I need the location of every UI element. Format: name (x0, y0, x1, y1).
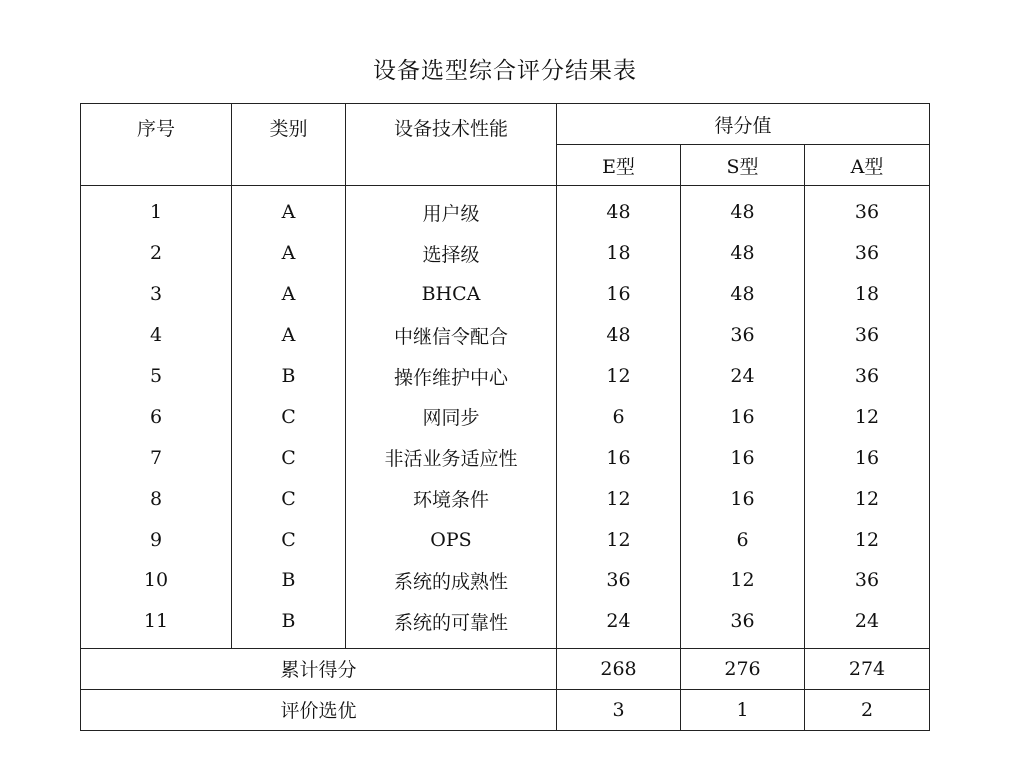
row-performance: 非活业务适应性 (346, 437, 557, 478)
row-category: C (232, 396, 346, 437)
row-score-s: 36 (681, 601, 805, 648)
row-score-e: 12 (557, 478, 681, 519)
table-row (81, 233, 930, 274)
rank-row (81, 689, 930, 730)
row-score-e: 12 (557, 356, 681, 397)
row-score-a: 36 (805, 315, 930, 356)
row-score-s: 16 (681, 437, 805, 478)
row-score-s: 36 (681, 315, 805, 356)
rank-a: 2 (805, 689, 930, 730)
row-seq: 5 (81, 356, 232, 397)
table-row (81, 396, 930, 437)
table-row (81, 478, 930, 519)
row-performance: 网同步 (346, 396, 557, 437)
row-score-a: 36 (805, 356, 930, 397)
row-category: A (232, 186, 346, 233)
total-a: 274 (805, 648, 930, 689)
row-score-e: 6 (557, 396, 681, 437)
total-s: 276 (681, 648, 805, 689)
table-row (81, 315, 930, 356)
header-row (81, 104, 930, 145)
row-category: C (232, 519, 346, 560)
table-row (81, 560, 930, 601)
total-e: 268 (557, 648, 681, 689)
row-score-a: 24 (805, 601, 930, 648)
table-row (81, 274, 930, 315)
row-score-e: 48 (557, 186, 681, 233)
row-category: A (232, 315, 346, 356)
header-model-a: A型 (805, 145, 930, 186)
header-category: 类别 (232, 104, 346, 186)
rank-label: 评价选优 (81, 689, 557, 730)
row-score-a: 12 (805, 519, 930, 560)
row-score-a: 12 (805, 478, 930, 519)
row-score-e: 16 (557, 437, 681, 478)
row-seq: 7 (81, 437, 232, 478)
row-score-s: 16 (681, 396, 805, 437)
row-performance: 系统的可靠性 (346, 601, 557, 648)
table-row (81, 601, 930, 648)
row-score-a: 18 (805, 274, 930, 315)
row-category: C (232, 437, 346, 478)
table-row (81, 519, 930, 560)
total-label: 累计得分 (81, 648, 557, 689)
row-score-a: 36 (805, 233, 930, 274)
row-score-e: 48 (557, 315, 681, 356)
row-performance: 用户级 (346, 186, 557, 233)
row-category: B (232, 601, 346, 648)
row-performance: 操作维护中心 (346, 356, 557, 397)
row-category: A (232, 233, 346, 274)
row-score-s: 12 (681, 560, 805, 601)
rank-e: 3 (557, 689, 681, 730)
rank-s: 1 (681, 689, 805, 730)
row-seq: 1 (81, 186, 232, 233)
row-score-a: 36 (805, 186, 930, 233)
row-score-e: 24 (557, 601, 681, 648)
row-score-e: 12 (557, 519, 681, 560)
row-seq: 2 (81, 233, 232, 274)
row-category: B (232, 356, 346, 397)
row-score-e: 36 (557, 560, 681, 601)
row-seq: 10 (81, 560, 232, 601)
row-score-s: 24 (681, 356, 805, 397)
row-category: C (232, 478, 346, 519)
row-score-s: 48 (681, 233, 805, 274)
header-model-s: S型 (681, 145, 805, 186)
header-model-e: E型 (557, 145, 681, 186)
row-category: A (232, 274, 346, 315)
row-seq: 11 (81, 601, 232, 648)
table-row (81, 356, 930, 397)
row-score-s: 6 (681, 519, 805, 560)
row-score-a: 12 (805, 396, 930, 437)
row-score-e: 16 (557, 274, 681, 315)
row-score-s: 48 (681, 186, 805, 233)
row-score-a: 16 (805, 437, 930, 478)
table-title: 设备选型综合评分结果表 (373, 58, 637, 84)
row-seq: 8 (81, 478, 232, 519)
total-row (81, 648, 930, 689)
row-seq: 4 (81, 315, 232, 356)
row-performance: 选择级 (346, 233, 557, 274)
table-row (81, 186, 930, 233)
row-score-s: 48 (681, 274, 805, 315)
header-score: 得分值 (557, 104, 930, 145)
table-row (81, 437, 930, 478)
row-performance: OPS (346, 519, 557, 560)
row-seq: 9 (81, 519, 232, 560)
row-seq: 6 (81, 396, 232, 437)
row-performance: 中继信令配合 (346, 315, 557, 356)
row-performance: 系统的成熟性 (346, 560, 557, 601)
header-seq: 序号 (81, 104, 232, 186)
score-table (80, 103, 930, 731)
row-performance: 环境条件 (346, 478, 557, 519)
header-performance: 设备技术性能 (346, 104, 557, 186)
row-seq: 3 (81, 274, 232, 315)
row-score-e: 18 (557, 233, 681, 274)
row-category: B (232, 560, 346, 601)
row-score-s: 16 (681, 478, 805, 519)
row-performance: BHCA (346, 274, 557, 315)
row-score-a: 36 (805, 560, 930, 601)
